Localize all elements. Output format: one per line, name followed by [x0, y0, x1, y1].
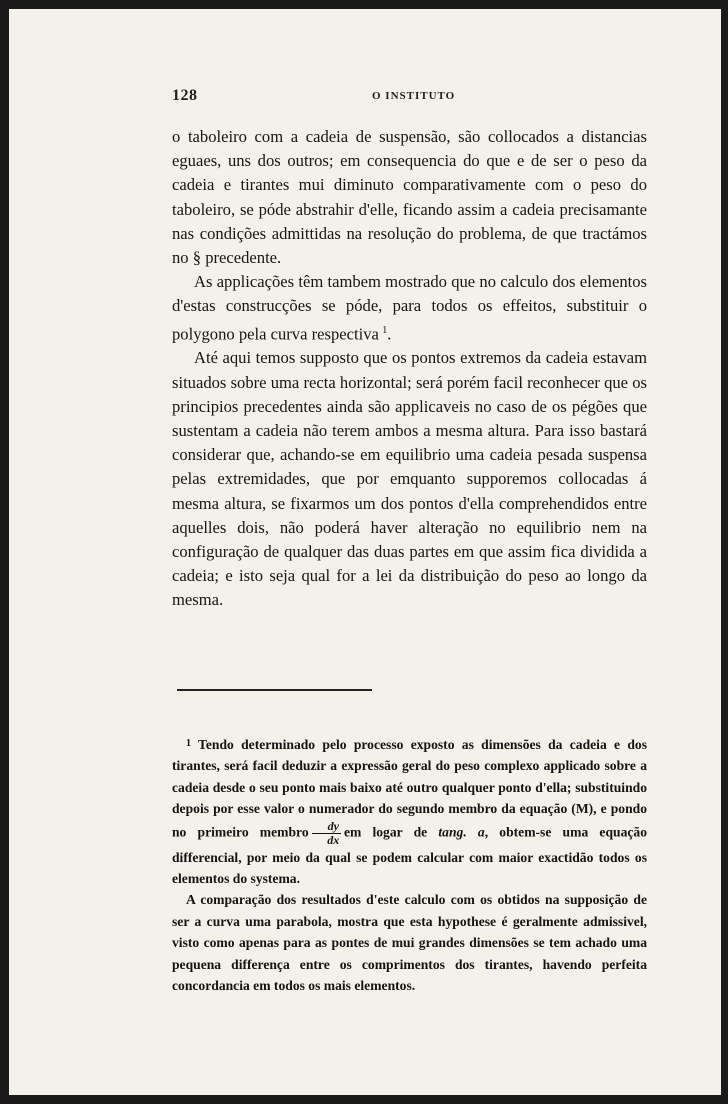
running-title: O INSTITUTO [372, 90, 456, 102]
paragraph-2 [172, 270, 647, 346]
footnote-1-part2: em logar de [343, 824, 428, 840]
footnote-reference: 1 [382, 324, 388, 336]
tang-expression: tang. a [438, 824, 485, 840]
footnote-1-part1: Tendo determinado pelo processo exposto as dimensões da cadeia e dos tirantes, será facil deduzir a expressão geral do peso complexo applicado sobre a cadeia desde o seu ponto mais baixo até outro qualquer ponto d'ella; substituindo depois por esse valor o numerador do segundo membro da equação (M), e pondo no primeiro membro [172, 737, 647, 840]
paragraph-1: o taboleiro com a cadeia de suspensão, são collocados a distancias eguaes, uns dos outros; em consequencia do que e de ser o peso da cadeia e tirantes mui diminuto comparativamente com o peso do taboleiro, se póde abstrahir d'elle, ficando assim a cadeia precisamante nas condições admittidas na resolução do problema, de que tractámos no § precedente. [172, 127, 647, 268]
footnotes [172, 733, 647, 996]
fraction-numerator: dy [312, 820, 341, 834]
footnote-1-paragraph-2: A comparação dos resultados d'este calculo com os obtidos na supposição de ser a curva uma parabola, mostra que esta hypothese é geralmente admissivel, visto como apenas para as pontes de mui grandes dimensões se tem achado uma pequena differença entre os comprimentos dos tirantes, havendo perfeita concordancia em todos os mais elementos. [172, 892, 647, 994]
paragraph-2-end: . [387, 324, 392, 344]
page-header [172, 87, 647, 109]
paragraph-2-text: As applicações têm tambem mostrado que no calculo dos elementos d'estas construcções se póde, para todos os effeitos, substituir o polygono pela curva respectiva [172, 272, 647, 344]
fraction-denominator: dx [327, 832, 340, 847]
footnote-1 [172, 733, 647, 889]
footnote-rule [177, 689, 372, 691]
document-page [9, 9, 721, 1095]
page-number: 128 [172, 87, 198, 104]
body-text [172, 125, 647, 613]
footnote-1-part3: , obtem-se uma equação differencial, por meio da qual se podem calcular com maior exactidão todos os elementos do systema. [172, 824, 647, 887]
paragraph-3: Até aqui temos supposto que os pontos extremos da cadeia estavam situados sobre uma recta horizontal; será porém facil reconhecer que os principios precedentes ainda são applicaveis no caso de os pégões que sustentam a cadeia não terem ambos a mesma altura. Para isso bastará considerar que, achando-se em equilibrio uma cadeia pesada suspensa pelas extremidades, que por emquanto supporemos collocadas á mesma altura, se fixarmos um dos pontos d'ella comprehendidos entre aquelles dois, não poderá haver alteração no equilibrio nem na configuração de qualquer das duas partes em que assim fica dividida a cadeia; e isto seja qual for a lei da distribuição do peso ao longo da mesma. [172, 348, 647, 610]
footnote-marker: 1 [186, 738, 191, 749]
fraction-dy-dx [312, 820, 341, 847]
